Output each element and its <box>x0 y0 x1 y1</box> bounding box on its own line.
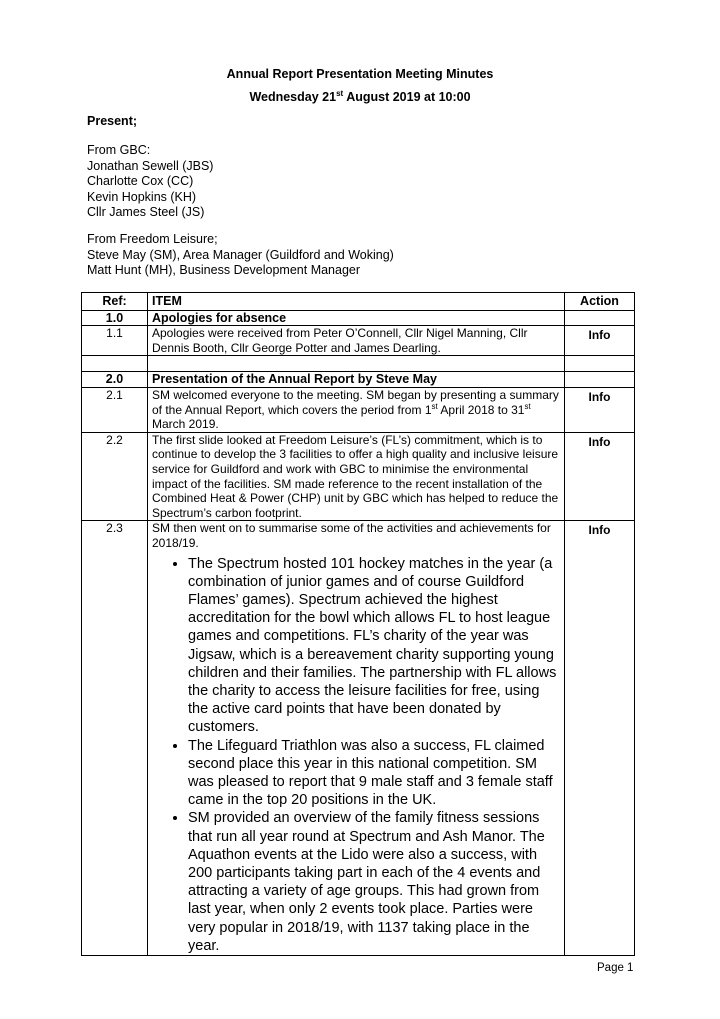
spacer-row <box>82 356 635 372</box>
page-number: Page 1 <box>597 962 634 974</box>
attendee: Jonathan Sewell (JBS) <box>87 158 214 173</box>
item-text <box>148 521 565 956</box>
item-ref: 1.1 <box>82 326 148 356</box>
list-item: • SM provided an overview of the family fitness sessions that run all year round at Spectrum and Ash Manor. The Aquathon events at the Lido were also a success, with 200 participants taking part in each of the 4 events and attracting a variety of age groups. This had grown from last year, when only 2 events took place. Parties were very popular in 2018/19, with 1137 taking place in the year. <box>188 809 560 955</box>
gbc-attendees <box>87 143 213 221</box>
section-row <box>82 372 635 388</box>
freedom-leisure-attendees <box>87 232 394 279</box>
item-intro: SM then went on to summarise some of the activities and achievements for 2018/19. <box>152 521 551 550</box>
present-label: Present; <box>87 114 138 128</box>
item-action: Info <box>565 521 635 956</box>
fl-heading: From Freedom Leisure; <box>87 232 218 246</box>
meeting-date: Wednesday 21st August 2019 at 10:00 <box>249 88 471 104</box>
section-row <box>82 310 635 326</box>
attendee: Steve May (SM), Area Manager (Guildford and Woking) <box>87 247 394 262</box>
item-action: Info <box>565 432 635 521</box>
item-text: The first slide looked at Freedom Leisure’s (FL’s) commitment, which is to continue to develop the 3 facilities to offer a high quality and inclusive leisure service for Guildford and work with GBC to minimise the environmental impact of the facilities. SM made reference to the recent installation of the Combined Heat & Power (CHP) unit by GBC which has helped to reduce the Spectrum’s carbon footprint. <box>148 432 565 521</box>
attendee: Charlotte Cox (CC) <box>87 174 194 189</box>
table-row <box>82 387 635 432</box>
item-ref: 2.2 <box>82 432 148 521</box>
item-action: Info <box>565 387 635 432</box>
section-ref: 1.0 <box>82 310 148 326</box>
item-action: Info <box>565 326 635 356</box>
header-item: ITEM <box>148 293 565 311</box>
section-title: Presentation of the Annual Report by Steve May <box>148 372 565 388</box>
bullet-list <box>152 555 560 955</box>
table-row <box>82 326 635 356</box>
item-ref: 2.3 <box>82 521 148 956</box>
item-ref: 2.1 <box>82 387 148 432</box>
section-ref: 2.0 <box>82 372 148 388</box>
table-header-row <box>82 293 635 311</box>
section-title: Apologies for absence <box>148 310 565 326</box>
item-text: Apologies were received from Peter O’Connell, Cllr Nigel Manning, Cllr Dennis Booth, Cllr George Potter and James Dearling. <box>148 326 565 356</box>
attendee: Matt Hunt (MH), Business Development Manager <box>87 263 361 278</box>
attendee: Kevin Hopkins (KH) <box>87 189 197 204</box>
table-row <box>82 432 635 521</box>
attendee: Cllr James Steel (JS) <box>87 205 205 220</box>
header-ref: Ref: <box>82 293 148 311</box>
item-text: SM welcomed everyone to the meeting. SM began by presenting a summary of the Annual Report, which covers the period from 1st April 2018 to 31st March 2019. <box>148 387 565 432</box>
list-item: • The Lifeguard Triathlon was also a success, FL claimed second place this year in this national competition. SM was pleased to report that 9 male staff and 3 female staff came in the top 20 positions in the UK. <box>188 737 560 810</box>
list-item: • The Spectrum hosted 101 hockey matches in the year (a combination of junior games and of course Guildford Flames’ games). Spectrum achieved the highest accreditation for the bowl which allows FL to host league games and competitions. FL’s charity of the year was Jigsaw, which is a bereavement charity supporting young children and their families. The partnership with FL allows the charity to access the leisure facilities for free, using the active card points that have been donated by customers. <box>188 555 560 737</box>
header-action: Action <box>565 293 635 311</box>
minutes-table <box>81 292 635 956</box>
table-row <box>82 521 635 956</box>
gbc-heading: From GBC: <box>87 143 151 157</box>
document-title: Annual Report Presentation Meeting Minutes <box>226 67 494 81</box>
